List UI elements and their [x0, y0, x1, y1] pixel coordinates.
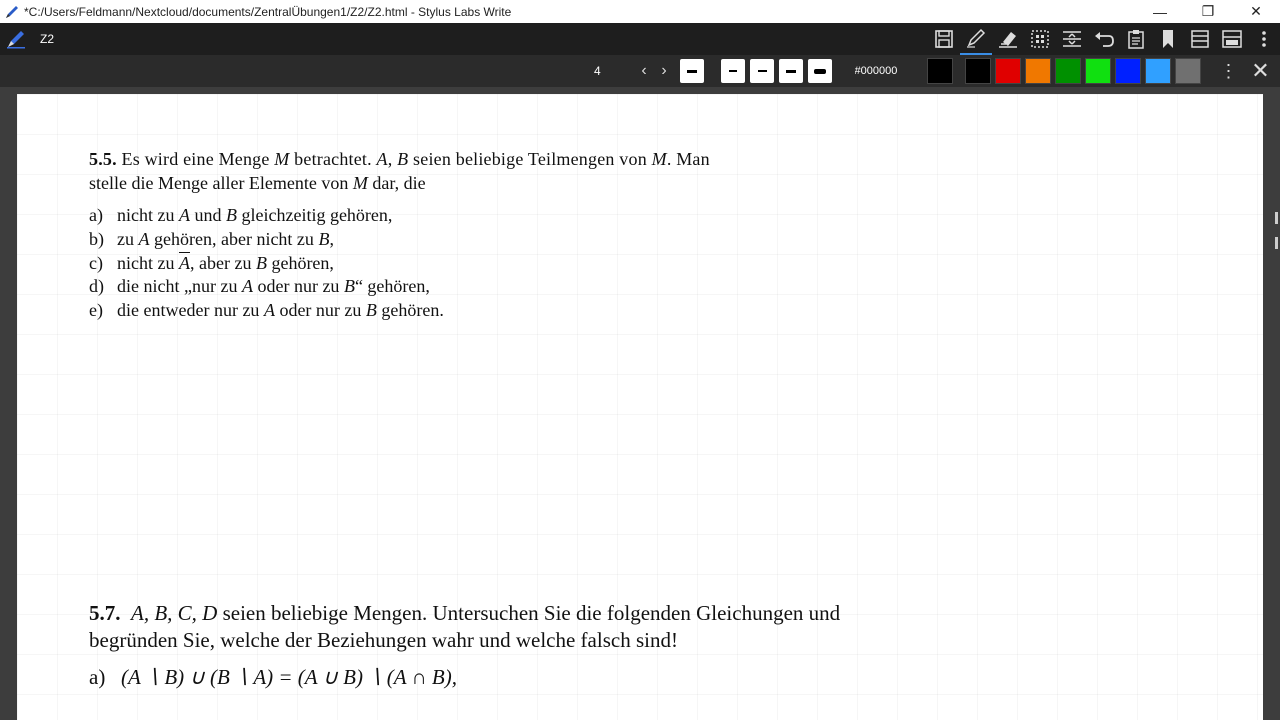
text: nicht zu	[117, 205, 179, 225]
text: begründen Sie, welche der Beziehungen wahr und welche falsch sind!	[89, 628, 678, 652]
page-setup-icon[interactable]	[1184, 23, 1216, 55]
problem-5-7	[89, 600, 1009, 691]
app-pen-icon	[4, 4, 20, 20]
text: “ gehören,	[354, 276, 430, 297]
pen-tool-icon[interactable]	[960, 23, 992, 55]
eraser-tool-icon[interactable]	[992, 23, 1024, 55]
document-tab-name[interactable]: Z2	[40, 32, 55, 46]
problem-number: 5.7.	[89, 601, 121, 625]
text: Es wird eine Menge	[116, 149, 275, 169]
undo-icon[interactable]	[1088, 23, 1120, 55]
text: zu	[117, 228, 139, 249]
text: die nicht „nur zu	[117, 276, 242, 297]
var: M	[651, 149, 667, 169]
main-toolbar	[0, 23, 1280, 55]
pen-toolbar	[0, 55, 1280, 87]
text: oder nur zu	[252, 276, 344, 297]
pen-width-preset-1[interactable]	[721, 59, 745, 83]
var: B	[365, 300, 377, 321]
text: stelle die Menge aller Elemente von	[89, 173, 353, 193]
text: betrachtet.	[289, 149, 377, 169]
item-label: d)	[89, 276, 104, 297]
window-title: *C:/Users/Feldmann/Nextcloud/documents/ZentralÜbungen1/Z2/Z2.html - Stylus Labs Write	[24, 4, 512, 19]
formula: (A ∖ B) ∪ (B ∖ A) = (A ∪ B) ∖ (A ∩ B),	[121, 665, 457, 689]
color-hex-input[interactable]	[849, 59, 925, 83]
pen-width-preset-4[interactable]	[808, 59, 832, 83]
vars: A, B, C, D	[131, 601, 218, 625]
pen-width-preset-3[interactable]	[779, 59, 803, 83]
text: gleichzeitig gehören,	[236, 205, 393, 225]
pen-size-input[interactable]	[586, 59, 634, 83]
pen-toolbar-menu-icon[interactable]: ⋮	[1219, 60, 1238, 81]
scrollbar-marker[interactable]	[1275, 237, 1278, 249]
list-item	[89, 228, 889, 252]
pen-width-preset-2[interactable]	[750, 59, 774, 83]
save-icon[interactable]	[928, 23, 960, 55]
pen-toolbar-close-icon[interactable]: ✕	[1251, 58, 1270, 83]
list-item	[89, 299, 889, 323]
pen-size-prev-button[interactable]: ‹	[641, 62, 647, 79]
var: M	[352, 173, 368, 193]
title-bar	[0, 0, 1280, 23]
formula-a	[89, 664, 1009, 691]
color-swatch-orange[interactable]	[1025, 58, 1051, 84]
var: A	[376, 149, 388, 169]
color-swatch-gray[interactable]	[1175, 58, 1201, 84]
var: A	[138, 228, 150, 249]
var-complement: $\overline{A}$	[178, 252, 190, 273]
text: oder nur zu	[274, 300, 366, 321]
problem-number: 5.5.	[89, 149, 117, 169]
item-label: e)	[89, 300, 103, 321]
bookmark-icon[interactable]	[1152, 23, 1184, 55]
text: gehören,	[266, 252, 334, 273]
text: ,	[387, 149, 398, 169]
text: die entweder nur zu	[117, 300, 264, 321]
text: , aber zu	[189, 252, 256, 273]
list-item	[89, 252, 889, 276]
item-label: b)	[89, 228, 104, 249]
text: ,	[329, 228, 334, 249]
color-swatch-dark-green[interactable]	[1055, 58, 1081, 84]
item-label: a)	[89, 205, 103, 225]
pen-menu-icon[interactable]	[0, 23, 32, 55]
color-swatch-red[interactable]	[995, 58, 1021, 84]
var: M	[274, 149, 290, 169]
insert-space-icon[interactable]	[1056, 23, 1088, 55]
restore-button[interactable]: ❐	[1201, 3, 1215, 19]
problem-5-5	[89, 147, 889, 323]
var: B	[318, 228, 330, 249]
layout-icon[interactable]	[1216, 23, 1248, 55]
var: A	[178, 205, 190, 225]
current-color-dropdown[interactable]	[927, 58, 953, 84]
text: und	[189, 205, 226, 225]
var: A	[263, 300, 275, 321]
text: dar, die	[367, 173, 426, 193]
text: nicht zu	[117, 252, 179, 273]
text: gehören.	[376, 300, 444, 321]
close-window-button[interactable]: ✕	[1250, 3, 1262, 19]
color-swatch-green[interactable]	[1085, 58, 1111, 84]
document-canvas[interactable]	[0, 87, 1280, 720]
var: B	[255, 252, 267, 273]
var: B	[397, 149, 409, 169]
color-swatch-blue[interactable]	[1115, 58, 1141, 84]
selection-tool-icon[interactable]	[1024, 23, 1056, 55]
var: B	[225, 205, 237, 225]
text: seien beliebige Mengen. Untersuchen Sie die folgenden Gleichungen und	[217, 601, 841, 625]
color-swatch-light-blue[interactable]	[1145, 58, 1171, 84]
var: A	[241, 276, 253, 297]
clipboard-icon[interactable]	[1120, 23, 1152, 55]
document-page[interactable]	[17, 94, 1263, 720]
pen-width-dropdown[interactable]	[680, 59, 704, 83]
item-label: a)	[89, 665, 106, 689]
pen-size-next-button[interactable]: ›	[661, 62, 667, 79]
item-label: c)	[89, 252, 103, 273]
text: . Man	[666, 149, 710, 169]
list-item	[89, 204, 889, 228]
text: gehören, aber nicht zu	[149, 228, 319, 249]
list-item	[89, 275, 889, 299]
problem-items	[89, 204, 889, 323]
color-swatch-black[interactable]	[965, 58, 991, 84]
minimize-button[interactable]: —	[1153, 3, 1167, 20]
overflow-menu-icon[interactable]	[1248, 23, 1280, 55]
scrollbar-marker[interactable]	[1275, 212, 1278, 224]
var: B	[343, 276, 355, 297]
text: seien beliebige Teilmengen von	[408, 149, 652, 169]
